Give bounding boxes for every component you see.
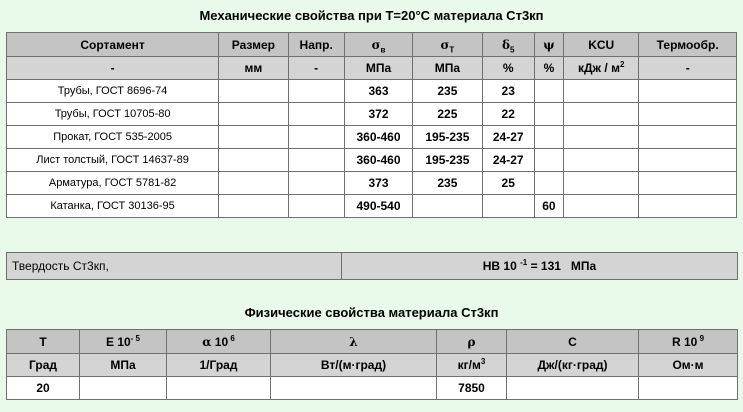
table-row: [7, 172, 737, 195]
col-termo: Термообр.: [639, 33, 737, 57]
row-name: Трубы, ГОСТ 10705-80: [7, 103, 219, 126]
cell-kcu: [564, 80, 639, 103]
cell-kcu: [564, 149, 639, 172]
table-row: [7, 149, 737, 172]
cell-kcu: [564, 103, 639, 126]
unit-lambda: Вт/(м·град): [271, 354, 437, 377]
cell-napr: [288, 149, 344, 172]
cell-kcu: [564, 172, 639, 195]
unit-psi: %: [534, 57, 563, 80]
row-name: Катанка, ГОСТ 30136-95: [7, 195, 219, 218]
table-row: [7, 103, 737, 126]
cell-R: [639, 377, 738, 400]
col-E: E $10^{- 5}$: [80, 330, 167, 354]
cell-termo: [639, 103, 737, 126]
cell-termo: [639, 172, 737, 195]
cell-razmer: [219, 126, 288, 149]
cell-napr: [288, 195, 344, 218]
cell-sigma-t: 225: [413, 103, 482, 126]
cell-razmer: [219, 149, 288, 172]
cell-delta5: 22: [482, 103, 534, 126]
cell-napr: [288, 103, 344, 126]
cell-termo: [639, 195, 737, 218]
cell-sigma-t: 235: [413, 172, 482, 195]
mech-title: Механические свойства при Т=20°С материала Ст3кп: [199, 8, 544, 23]
col-T: T: [7, 330, 80, 354]
cell-kcu: [564, 126, 639, 149]
row-name: Трубы, ГОСТ 8696-74: [7, 80, 219, 103]
cell-sigma-t: [413, 195, 482, 218]
unit-R: Ом·м: [639, 354, 738, 377]
mechanical-properties-table: [6, 32, 737, 218]
unit-sigma-b: МПа: [344, 57, 412, 80]
cell-psi: [534, 126, 563, 149]
cell-delta5: [482, 195, 534, 218]
unit-razmer: мм: [219, 57, 288, 80]
col-lambda: λ: [271, 330, 437, 354]
unit-kcu: кДж / $м^2$: [564, 57, 639, 80]
hardness-label: Твердость Ст3кп,: [7, 253, 342, 280]
cell-psi: [534, 103, 563, 126]
cell-psi: [534, 172, 563, 195]
cell-sigma-b: 360-460: [344, 126, 412, 149]
header-row: [7, 33, 737, 57]
cell-psi: 60: [534, 195, 563, 218]
table-row: [7, 377, 738, 400]
col-alpha: α 10 $^6$: [167, 330, 271, 354]
col-sigma-t: $\sigma_T$: [413, 33, 482, 57]
row-name: Арматура, ГОСТ 5781-82: [7, 172, 219, 195]
cell-razmer: [219, 103, 288, 126]
cell-E: [80, 377, 167, 400]
cell-rho: 7850: [437, 377, 507, 400]
col-sortament: Сортамент: [7, 33, 219, 57]
col-sigma-b: $\sigma_в$: [344, 33, 412, 57]
cell-termo: [639, 149, 737, 172]
table-row: [7, 195, 737, 218]
unit-delta5: %: [482, 57, 534, 80]
unit-E: МПа: [80, 354, 167, 377]
table-row: [7, 126, 737, 149]
row-name: Прокат, ГОСТ 535-2005: [7, 126, 219, 149]
cell-termo: [639, 80, 737, 103]
cell-sigma-b: 363: [344, 80, 412, 103]
cell-sigma-b: 372: [344, 103, 412, 126]
unit-T: Град: [7, 354, 80, 377]
col-napr: Напр.: [288, 33, 344, 57]
cell-termo: [639, 126, 737, 149]
cell-delta5: 24-27: [482, 149, 534, 172]
unit-termo: -: [639, 57, 737, 80]
hardness-value: HB 10 $^{-1}$ = 131 МПа: [342, 253, 738, 280]
hardness-row: [7, 253, 738, 280]
cell-sigma-b: 360-460: [344, 149, 412, 172]
unit-sigma-t: МПа: [413, 57, 482, 80]
cell-napr: [288, 126, 344, 149]
cell-napr: [288, 80, 344, 103]
cell-C: [507, 377, 639, 400]
col-C: C: [507, 330, 639, 354]
unit-napr: -: [288, 57, 344, 80]
unit-rho: $кг/м^3$: [437, 354, 507, 377]
cell-sigma-t: 195-235: [413, 149, 482, 172]
col-kcu: KCU: [564, 33, 639, 57]
cell-napr: [288, 172, 344, 195]
cell-razmer: [219, 80, 288, 103]
cell-delta5: 23: [482, 80, 534, 103]
cell-psi: [534, 149, 563, 172]
cell-sigma-b: 373: [344, 172, 412, 195]
cell-sigma-b: 490-540: [344, 195, 412, 218]
cell-T: 20: [7, 377, 80, 400]
unit-C: Дж/(кг·град): [507, 354, 639, 377]
unit-sortament: -: [7, 57, 219, 80]
cell-sigma-t: 195-235: [413, 126, 482, 149]
col-delta5: $\delta_5$: [482, 33, 534, 57]
col-rho: ρ: [437, 330, 507, 354]
cell-psi: [534, 80, 563, 103]
unit-alpha: 1/Град: [167, 354, 271, 377]
cell-razmer: [219, 195, 288, 218]
units-row: [7, 57, 737, 80]
cell-delta5: 24-27: [482, 126, 534, 149]
phys-title: Физические свойства материала Ст3кп: [244, 305, 499, 320]
col-psi: ψ: [534, 33, 563, 57]
cell-delta5: 25: [482, 172, 534, 195]
physical-properties-table: [6, 329, 738, 400]
phys-units-row: [7, 354, 738, 377]
phys-header-row: [7, 330, 738, 354]
hardness-table: [6, 252, 738, 280]
cell-kcu: [564, 195, 639, 218]
table-row: [7, 80, 737, 103]
col-razmer: Размер: [219, 33, 288, 57]
row-name: Лист толстый, ГОСТ 14637-89: [7, 149, 219, 172]
cell-sigma-t: 235: [413, 80, 482, 103]
cell-alpha: [167, 377, 271, 400]
cell-razmer: [219, 172, 288, 195]
col-R: R 10 $^9$: [639, 330, 738, 354]
cell-lambda: [271, 377, 437, 400]
